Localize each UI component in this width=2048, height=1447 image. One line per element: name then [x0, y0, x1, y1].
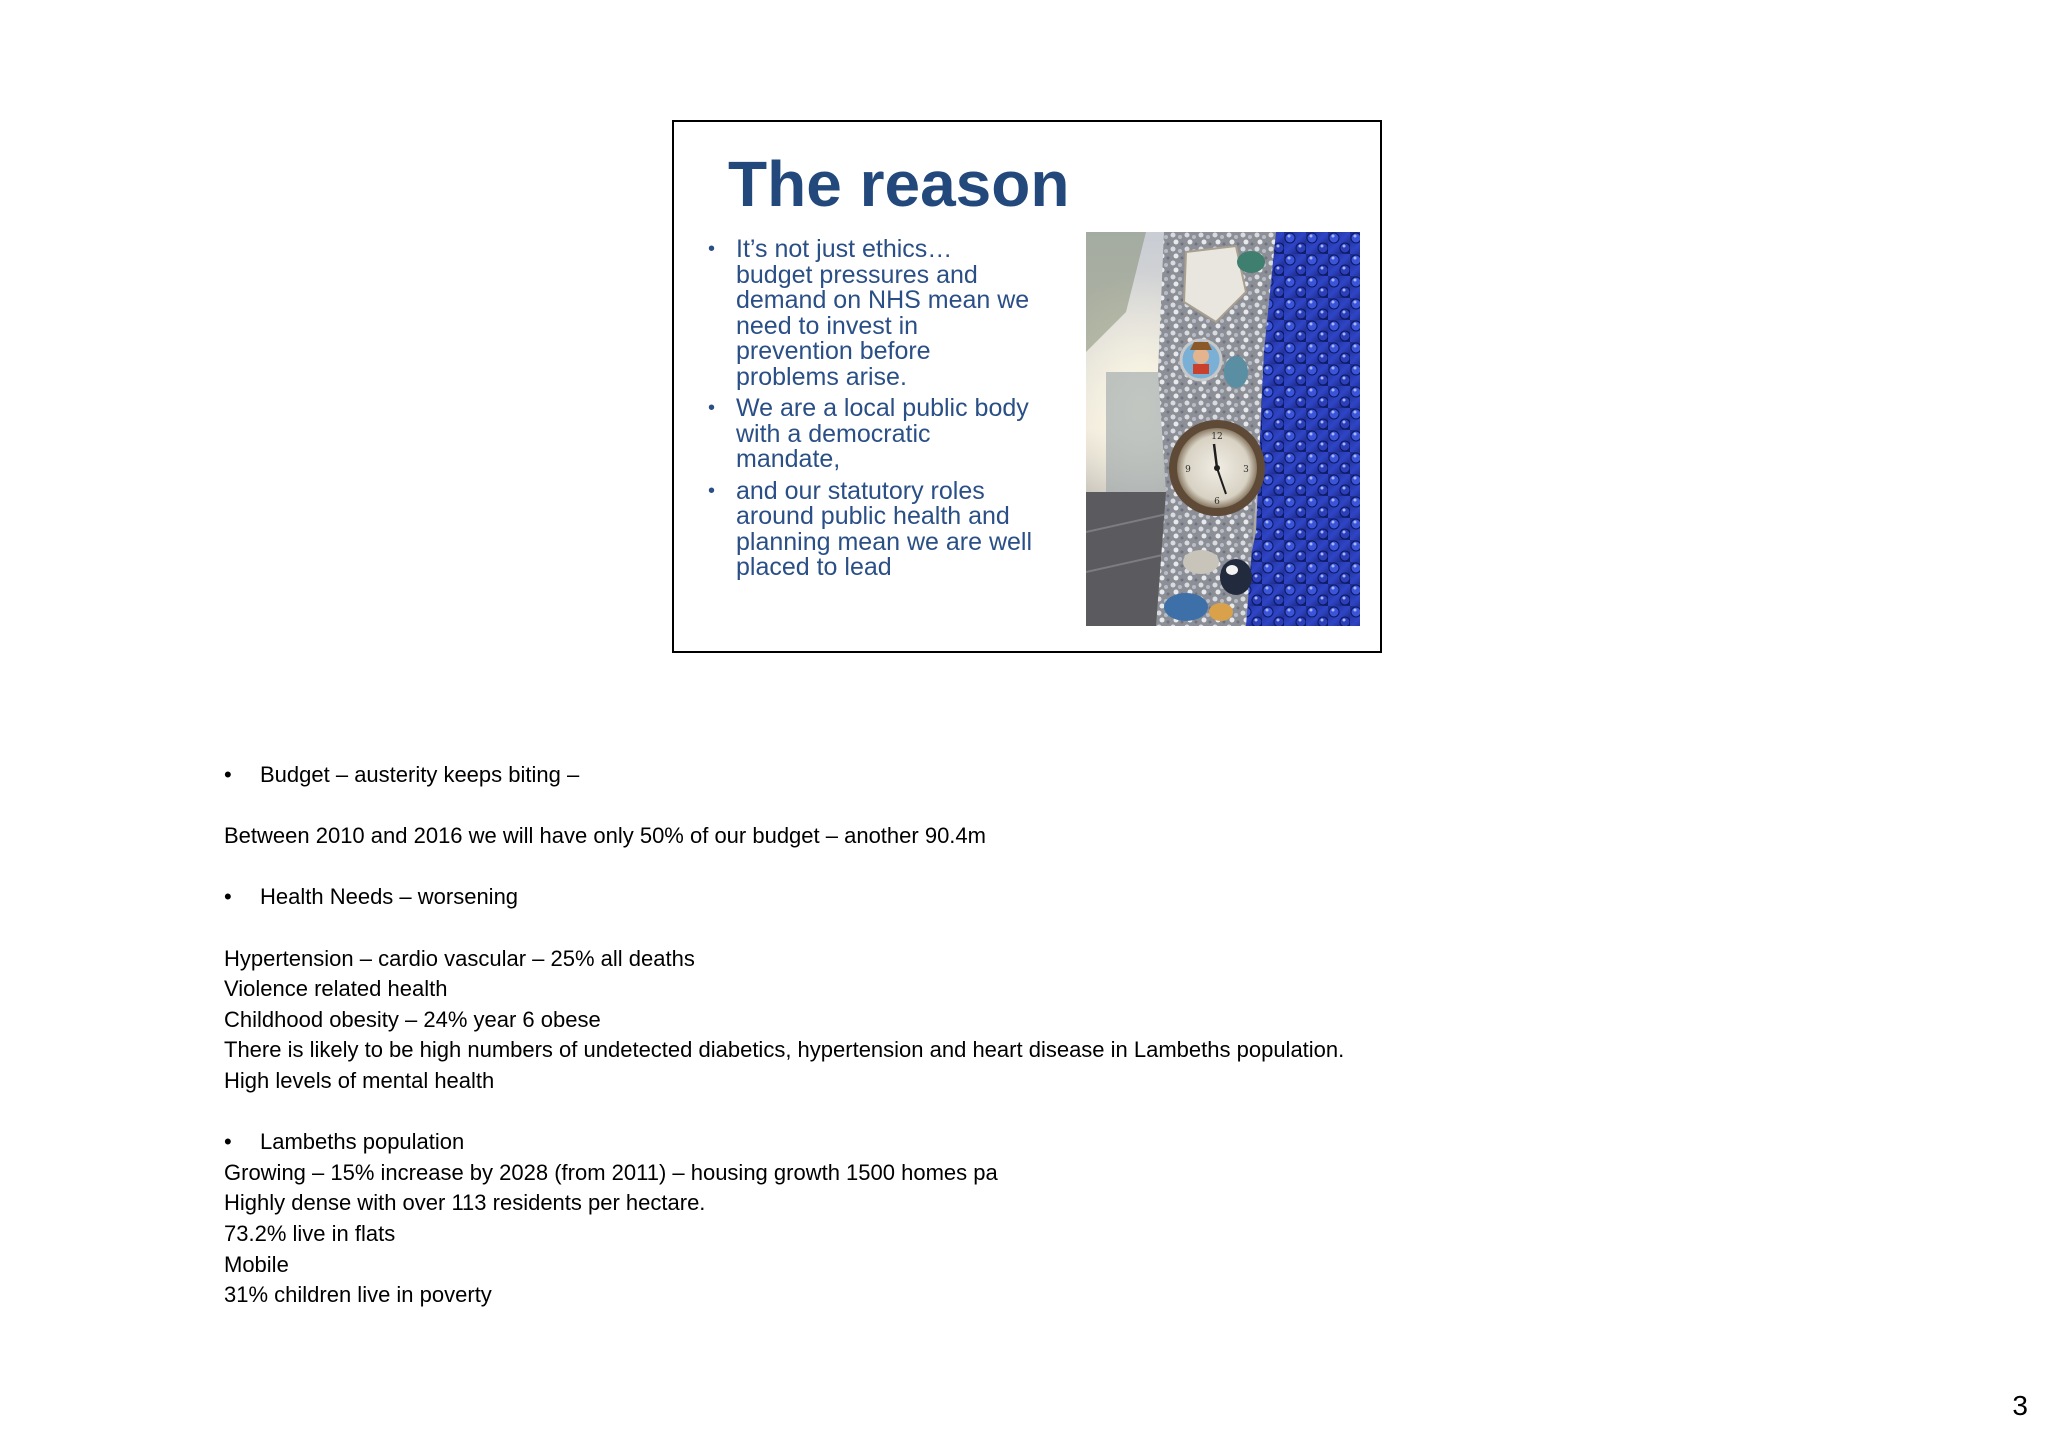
- notes-bullet-population: [224, 1127, 1824, 1158]
- slide-bullet: [708, 396, 1088, 473]
- slide-bullet-text: We are a local public body with a democratic mandate,: [736, 394, 1029, 473]
- spacer: [224, 1097, 1824, 1128]
- svg-text:3: 3: [1243, 465, 1249, 475]
- mosaic-clock-photo: [1086, 232, 1360, 626]
- bullet-icon: •: [224, 884, 232, 910]
- slide-bullet-list: [708, 237, 1088, 587]
- page-number: 3: [2012, 1390, 2028, 1421]
- notes-health-heading: Health Needs – worsening: [260, 884, 519, 910]
- svg-text:9: 9: [1185, 465, 1191, 475]
- notes-health-line: There is likely to be high numbers of undetected diabetics, hypertension and heart disease in Lambeths population.: [224, 1037, 1345, 1063]
- bullet-icon: •: [708, 479, 716, 502]
- spacer: [224, 852, 1824, 883]
- svg-text:6: 6: [1214, 497, 1220, 507]
- notes-population-line: Growing – 15% increase by 2028 (from 2011) – housing growth 1500 homes pa: [224, 1159, 998, 1185]
- notes-health-line: Childhood obesity – 24% year 6 obese: [224, 1006, 601, 1032]
- notes-population-line: 31% children live in poverty: [224, 1282, 492, 1308]
- notes-population-heading: Lambeths population: [260, 1129, 465, 1155]
- notes-health-line: High levels of mental health: [224, 1067, 495, 1093]
- slide-bullet: [708, 476, 1088, 581]
- notes-bullet-budget: [224, 760, 1824, 791]
- svg-text:12: 12: [1211, 432, 1223, 442]
- spacer: [224, 791, 1824, 822]
- bullet-icon: •: [224, 762, 232, 787]
- notes-bullet-health: [224, 882, 1824, 913]
- notes-health-line: Hypertension – cardio vascular – 25% all deaths: [224, 945, 695, 971]
- notes-population-line: 73.2% live in flats: [224, 1220, 396, 1246]
- notes-budget-detail: Between 2010 and 2016 we will have only 50% of our budget – another 90.4m: [224, 823, 986, 849]
- spacer: [224, 913, 1824, 944]
- bullet-icon: •: [708, 238, 716, 260]
- slide-bullet: [708, 237, 1088, 390]
- notes-population-line: Highly dense with over 113 residents per hectare.: [224, 1190, 706, 1216]
- notes-budget-heading: Budget – austerity keeps biting –: [260, 762, 580, 787]
- slide-bullet-text: and our statutory roles around public health and planning mean we are well placed to lead: [736, 476, 1033, 581]
- slide-thumbnail: [672, 120, 1382, 653]
- slide-bullet-text: It’s not just ethics… budget pressures and demand on NHS mean we need to invest in prevention before problems arise.: [736, 235, 1030, 391]
- speaker-notes: [224, 760, 1824, 1311]
- bullet-icon: •: [224, 1129, 232, 1155]
- notes-health-line: Violence related health: [224, 976, 448, 1002]
- slide-title: The reason: [728, 148, 1070, 220]
- notes-population-line: Mobile: [224, 1251, 289, 1277]
- bullet-icon: •: [708, 397, 716, 419]
